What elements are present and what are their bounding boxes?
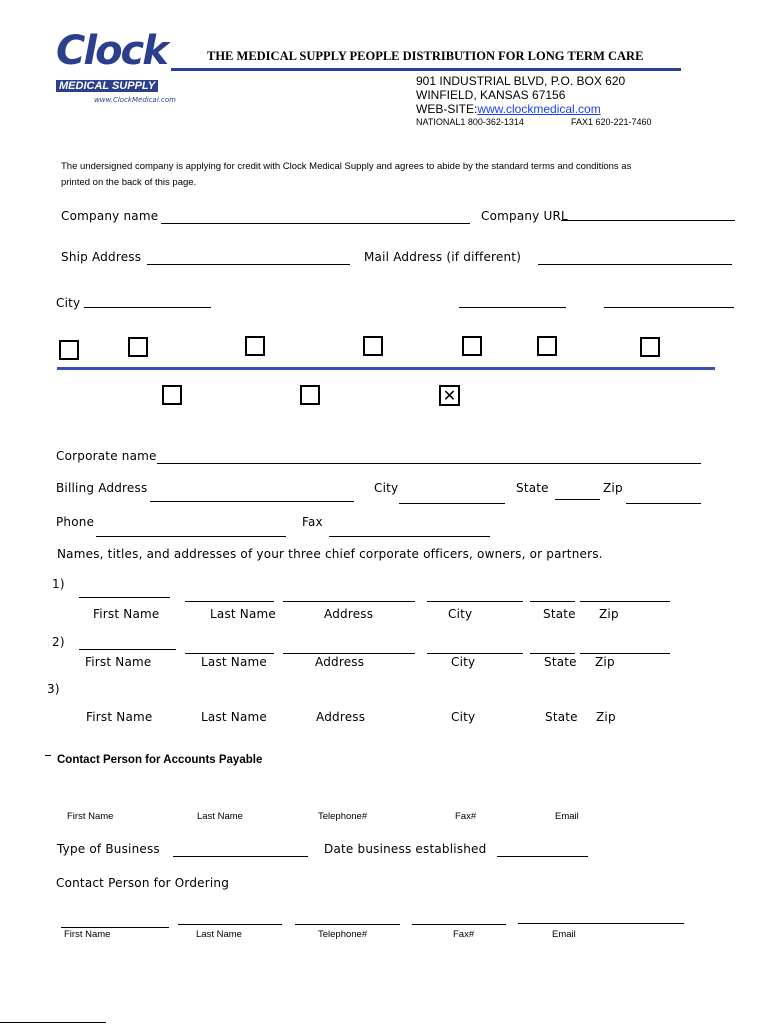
officer-3-city-label: City xyxy=(451,710,476,724)
ordering-telephone-input[interactable] xyxy=(295,924,400,925)
state-input-unlabeled[interactable] xyxy=(459,307,566,308)
mail-address-input[interactable] xyxy=(538,264,732,265)
billing-city-label: City xyxy=(374,481,399,495)
header-national-phone: NATIONAL1 800-362-1314 xyxy=(416,117,524,127)
company-logo xyxy=(56,28,176,108)
officer-3-number: 3) xyxy=(47,682,60,696)
ship-address-label: Ship Address xyxy=(61,250,142,264)
phone-label: Phone xyxy=(56,515,95,529)
ordering-last-input[interactable] xyxy=(178,924,282,925)
ap-fax-label: Fax# xyxy=(455,811,477,822)
checkbox-8[interactable] xyxy=(162,385,182,405)
officer-1-zip-label: Zip xyxy=(599,607,619,621)
checkbox-3[interactable] xyxy=(245,336,265,356)
city-input[interactable] xyxy=(84,307,211,308)
header-address2: WINFIELD, KANSAS 67156 xyxy=(416,88,566,102)
officer-1-city-label: City xyxy=(448,607,473,621)
officers-heading: Names, titles, and addresses of your three chief corporate officers, owners, or partners. xyxy=(57,547,603,561)
ordering-telephone-label: Telephone# xyxy=(318,929,368,940)
checkbox-4[interactable] xyxy=(363,336,383,356)
checkbox-10-checked[interactable] xyxy=(439,385,460,406)
company-name-label: Company name xyxy=(61,209,159,223)
logo-wordmark: Clock xyxy=(56,28,167,74)
intro-line-2: printed on the back of this page. xyxy=(61,177,197,188)
officer-1-state-label: State xyxy=(543,607,576,621)
phone-input[interactable] xyxy=(96,536,286,537)
checkbox-1[interactable] xyxy=(59,340,79,360)
officer-1-zip-input[interactable] xyxy=(580,601,670,602)
business-date-label: Date business established xyxy=(324,842,487,856)
ordering-fax-label: Fax# xyxy=(453,929,475,940)
header-fax: FAX1 620-221-7460 xyxy=(571,117,652,127)
officer-3-state-label: State xyxy=(545,710,578,724)
ap-email-label: Email xyxy=(555,811,579,822)
checkbox-9[interactable] xyxy=(300,385,320,405)
ap-heading: Contact Person for Accounts Payable xyxy=(57,754,263,766)
logo-url: www.ClockMedical.com xyxy=(94,96,176,104)
corporate-name-input[interactable] xyxy=(157,463,701,464)
zip-input-unlabeled[interactable] xyxy=(604,307,734,308)
billing-address-label: Billing Address xyxy=(56,481,148,495)
officer-2-city-input[interactable] xyxy=(427,653,523,654)
officer-2-address-label: Address xyxy=(315,655,365,669)
section-divider xyxy=(57,367,715,370)
business-date-input[interactable] xyxy=(497,856,588,857)
officer-2-zip-label: Zip xyxy=(595,655,615,669)
business-type-label: Type of Business xyxy=(57,842,160,856)
corporate-name-label: Corporate name xyxy=(56,449,157,463)
officer-1-state-input[interactable] xyxy=(530,601,575,602)
checkbox-6[interactable] xyxy=(537,336,557,356)
officer-2-zip-input[interactable] xyxy=(580,653,670,654)
ordering-email-label: Email xyxy=(552,929,576,940)
officer-2-city-label: City xyxy=(451,655,476,669)
officer-2-number: 2) xyxy=(52,635,65,649)
officer-1-number: 1) xyxy=(52,577,65,591)
officer-1-last-label: Last Name xyxy=(210,607,277,621)
header-title: THE MEDICAL SUPPLY PEOPLE DISTRIBUTION FOR LONG TERM CARE xyxy=(207,49,644,63)
footer-rule xyxy=(0,1022,106,1023)
ordering-last-label: Last Name xyxy=(196,929,242,940)
ordering-first-label: First Name xyxy=(64,929,111,940)
check-x-icon: ✕ xyxy=(442,385,457,405)
officer-2-state-input[interactable] xyxy=(530,653,575,654)
billing-state-label: State xyxy=(516,481,549,495)
checkbox-2[interactable] xyxy=(128,337,148,357)
header-address1: 901 INDUSTRIAL BLVD, P.O. BOX 620 xyxy=(416,74,626,88)
billing-city-input[interactable] xyxy=(399,503,505,504)
officer-2-last-input[interactable] xyxy=(185,653,274,654)
fax-label: Fax xyxy=(302,515,323,529)
city-label: City xyxy=(56,296,81,310)
officer-1-last-input[interactable] xyxy=(185,601,274,602)
officer-1-first-input[interactable] xyxy=(79,597,170,598)
ordering-email-input[interactable] xyxy=(518,923,684,924)
officer-3-last-label: Last Name xyxy=(201,710,268,724)
header-rule xyxy=(171,68,681,71)
officer-2-last-label: Last Name xyxy=(201,655,268,669)
mail-address-label: Mail Address (if different) xyxy=(364,250,522,264)
intro-line-1: The undersigned company is applying for credit with Clock Medical Supply and agrees to abide by the standard terms and conditions as xyxy=(61,161,632,172)
officer-1-address-label: Address xyxy=(324,607,374,621)
fax-input[interactable] xyxy=(329,536,490,537)
header-website xyxy=(416,102,601,116)
company-url-label: Company URL xyxy=(481,209,568,223)
ship-address-input[interactable] xyxy=(147,264,350,265)
officer-2-first-label: First Name xyxy=(85,655,152,669)
billing-zip-label: Zip xyxy=(603,481,623,495)
ordering-first-input[interactable] xyxy=(61,927,169,928)
billing-state-input[interactable] xyxy=(555,499,600,500)
officer-1-address-input[interactable] xyxy=(283,601,415,602)
billing-address-input[interactable] xyxy=(150,501,354,502)
company-name-input[interactable] xyxy=(161,223,470,224)
officer-1-city-input[interactable] xyxy=(427,601,523,602)
officer-1-first-label: First Name xyxy=(93,607,160,621)
logo-bar: MEDICAL SUPPLY xyxy=(56,80,158,92)
billing-zip-input[interactable] xyxy=(626,503,701,504)
website-label: WEB-SITE: xyxy=(416,102,478,116)
ordering-fax-input[interactable] xyxy=(412,924,506,925)
ap-telephone-label: Telephone# xyxy=(318,811,368,822)
officer-2-state-label: State xyxy=(544,655,577,669)
checkbox-5[interactable] xyxy=(462,336,482,356)
ordering-heading: Contact Person for Ordering xyxy=(56,876,230,890)
officer-3-first-label: First Name xyxy=(86,710,153,724)
officer-2-first-input[interactable] xyxy=(79,649,176,650)
ap-dash xyxy=(45,755,51,756)
company-url-input[interactable] xyxy=(561,220,735,221)
business-type-input[interactable] xyxy=(173,856,308,857)
officer-2-address-input[interactable] xyxy=(283,653,415,654)
ap-last-label: Last Name xyxy=(197,811,243,822)
officer-3-address-label: Address xyxy=(316,710,366,724)
checkbox-7[interactable] xyxy=(640,337,660,357)
website-link[interactable]: www.clockmedical.com xyxy=(477,102,601,116)
officer-3-zip-label: Zip xyxy=(596,710,616,724)
ap-first-label: First Name xyxy=(67,811,114,822)
